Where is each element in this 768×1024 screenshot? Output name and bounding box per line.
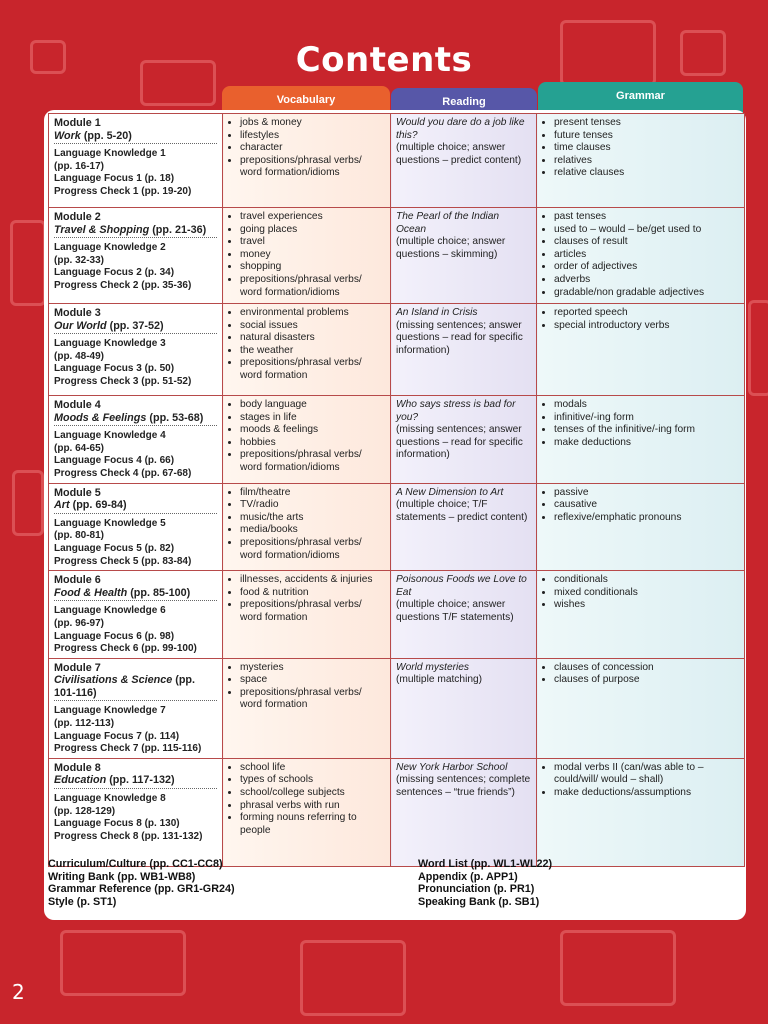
vocabulary-cell [223,758,391,866]
vocabulary-item: • social issues [240,320,385,333]
module-section: Progress Check 5 (pp. 83-84) [54,555,192,567]
reading-cell [391,304,537,396]
module-pages: (pp. 5-20) [83,129,132,142]
table-row [49,208,745,304]
grammar-item: • make deductions/assumptions [554,787,739,800]
module-title [54,674,217,701]
vocabulary-item: • prepositions/phrasal verbs/ word formation/idioms [240,155,385,180]
reading-title: Who says stress is bad for you? [396,399,516,423]
reading-cell [391,396,537,484]
module-heading: Module 7 [54,661,101,674]
reading-description: (multiple choice; answer questions – skimming) [396,236,506,260]
vocabulary-cell [223,304,391,396]
vocabulary-item: • shopping [240,261,385,274]
module-title [54,587,217,602]
grammar-item: • gradable/non gradable adjectives [554,287,739,300]
reading-cell [391,658,537,758]
module-section: (pp. 80-81) [54,530,105,542]
footer-link: Writing Bank (pp. WB1-WB8) [48,870,196,883]
module-section: (pp. 112-113) [54,718,115,730]
vocabulary-item: • prepositions/phrasal verbs/ word formation [240,599,385,624]
grammar-item: • mixed conditionals [554,587,739,600]
grammar-item: • passive [554,487,739,500]
grammar-item: • reflexive/emphatic pronouns [554,512,739,525]
module-cell [49,758,223,866]
module-section: Language Focus 2 (p. 34) [54,267,175,279]
module-heading: Module 1 [54,117,101,129]
grammar-item: • clauses of concession [554,662,739,675]
module-section: Language Focus 1 (p. 18) [54,173,175,185]
module-pages: (pp. 21-36) [152,223,207,236]
reading-cell [391,114,537,208]
module-section: Progress Check 2 (pp. 35-36) [54,279,192,291]
module-heading: Module 6 [54,574,101,587]
vocabulary-cell [223,571,391,659]
grammar-item: • order of adjectives [554,261,739,274]
reading-description: (multiple choice; answer questions – predict content) [396,142,522,166]
module-section: Language Focus 8 (p. 130) [54,818,180,830]
module-cell [49,114,223,208]
footer-left-column [48,858,235,908]
module-section: Language Knowledge 5 [54,517,166,529]
reading-description: (missing sentences; answer questions – read for specific information) [396,319,523,356]
grammar-item: • wishes [554,599,739,612]
reading-description: (multiple choice; answer questions T/F statements) [396,599,514,623]
vocabulary-item: • natural disasters [240,332,385,345]
vocabulary-item: • forming nouns referring to people [240,812,385,837]
reading-description: (missing sentences; answer questions – read for specific information) [396,424,523,461]
vocabulary-item: • school life [240,762,385,775]
vocabulary-item: • going places [240,224,385,237]
module-cell [49,396,223,484]
module-heading: Module 2 [54,211,101,223]
module-title [54,224,217,239]
vocabulary-cell [223,658,391,758]
module-title-text: Travel & Shopping [54,223,150,236]
module-pages: (pp. 37-52) [109,319,164,332]
vocabulary-cell [223,208,391,304]
vocabulary-item: • environmental problems [240,307,385,320]
module-pages: (pp. 69-84) [72,499,127,512]
grammar-item: • conditionals [554,574,739,587]
module-title-text: Civilisations & Science [54,674,173,687]
grammar-item: • present tenses [554,117,739,130]
vocabulary-item: • TV/radio [240,499,385,512]
vocabulary-item: • character [240,142,385,155]
module-section: Language Knowledge 1 [54,148,166,160]
reading-title: Would you dare do a job like this? [396,117,525,141]
grammar-item: • infinitive/-ing form [554,412,739,425]
grammar-cell [537,396,745,484]
vocabulary-cell [223,396,391,484]
tab-grammar: Grammar [538,82,743,114]
grammar-item: • tenses of the infinitive/-ing form [554,424,739,437]
module-cell [49,304,223,396]
grammar-cell [537,483,745,571]
vocabulary-item: • the weather [240,345,385,358]
reading-cell [391,208,537,304]
module-title-text: Art [54,499,70,512]
vocabulary-item: • body language [240,399,385,412]
reading-description: (multiple matching) [396,674,483,686]
grammar-cell [537,114,745,208]
module-section: (pp. 48-49) [54,350,105,362]
reading-cell [391,758,537,866]
grammar-item: • make deductions [554,437,739,450]
grammar-item: • clauses of purpose [554,674,739,687]
module-heading: Module 5 [54,486,101,499]
module-title [54,130,217,145]
module-section: Progress Check 6 (pp. 99-100) [54,643,197,655]
grammar-item: • relatives [554,155,739,168]
table-row [49,483,745,571]
table-row [49,571,745,659]
vocabulary-item: • food & nutrition [240,587,385,600]
module-title [54,499,217,514]
page-title: Contents [295,40,473,80]
reading-title: New York Harbor School [396,761,508,773]
reading-title: A New Dimension to Art [396,486,504,498]
grammar-item: • clauses of result [554,236,739,249]
grammar-item: • past tenses [554,211,739,224]
module-section: Language Focus 6 (p. 98) [54,630,175,642]
vocabulary-item: • prepositions/phrasal verbs/ word formation [240,357,385,382]
vocabulary-item: • prepositions/phrasal verbs/ word formation [240,687,385,712]
footer-link: Appendix (p. APP1) [418,870,518,883]
vocabulary-item: • music/the arts [240,512,385,525]
module-section: (pp. 96-97) [54,617,105,629]
reading-title: Poisonous Foods we Love to Eat [396,574,527,598]
module-pages: (pp. 85-100) [130,586,191,599]
page-number: 2 [12,980,25,1004]
module-section: Progress Check 7 (pp. 115-116) [54,743,202,755]
module-title-text: Our World [54,319,107,332]
grammar-cell [537,304,745,396]
vocabulary-item: • travel [240,236,385,249]
table-row [49,114,745,208]
tab-reading: Reading [391,88,537,118]
grammar-cell [537,571,745,659]
vocabulary-item: • film/theatre [240,487,385,500]
reading-title: An Island in Crisis [396,307,478,318]
module-title-text: Food & Health [54,586,128,599]
module-section: (pp. 128-129) [54,805,116,817]
reading-description: (multiple choice; T/F statements – predict content) [396,499,528,523]
module-section: (pp. 32-33) [54,254,105,266]
module-title-text: Work [54,129,81,142]
grammar-item: • causative [554,499,739,512]
module-pages: (pp. 53-68) [149,411,204,424]
grammar-item: • reported speech [554,307,739,320]
vocabulary-item: • prepositions/phrasal verbs/ word formation/idioms [240,449,385,474]
vocabulary-item: • stages in life [240,412,385,425]
module-section: Language Focus 5 (p. 82) [54,542,175,554]
vocabulary-item: • moods & feelings [240,424,385,437]
reading-cell [391,483,537,571]
module-section: Language Knowledge 6 [54,605,166,617]
footer-link: Pronunciation (p. PR1) [418,883,535,896]
grammar-cell [537,658,745,758]
grammar-item: • future tenses [554,130,739,143]
module-title [54,774,217,789]
module-heading: Module 4 [54,399,101,411]
footer-link: Style (p. ST1) [48,895,117,908]
module-heading: Module 3 [54,307,101,319]
module-heading: Module 8 [54,761,101,774]
module-title-text: Education [54,774,107,787]
module-section: (pp. 64-65) [54,442,105,454]
reading-title: World mysteries [396,661,470,673]
grammar-item: • relative clauses [554,167,739,180]
module-section: Progress Check 8 (pp. 131-132) [54,830,203,842]
module-section: (pp. 16-17) [54,160,105,172]
grammar-item: • time clauses [554,142,739,155]
vocabulary-cell [223,114,391,208]
reading-title: The Pearl of the Indian Ocean [396,211,500,235]
reading-cell [391,571,537,659]
module-section: Language Focus 3 (p. 50) [54,363,175,375]
footer-link: Grammar Reference (pp. GR1-GR24) [48,883,235,896]
grammar-item: • articles [554,249,739,262]
vocabulary-item: • lifestyles [240,130,385,143]
vocabulary-item: • hobbies [240,437,385,450]
grammar-item: • special introductory verbs [554,320,739,333]
footer-link: Curriculum/Culture (pp. CC1-CC8) [48,858,223,870]
module-title [54,412,217,427]
grammar-cell [537,758,745,866]
footer-link: Word List (pp. WL1-WL22) [418,858,553,870]
module-section: Language Focus 7 (p. 114) [54,730,180,742]
grammar-item: • modals [554,399,739,412]
module-cell [49,658,223,758]
table-row [49,304,745,396]
vocabulary-item: • phrasal verbs with run [240,800,385,813]
table-row [49,658,745,758]
module-section: Language Knowledge 4 [54,430,166,442]
reading-description: (missing sentences; complete sentences – “true friends”) [396,774,531,799]
module-section: Progress Check 3 (pp. 51-52) [54,375,192,387]
vocabulary-item: • travel experiences [240,211,385,224]
module-title [54,320,217,335]
vocabulary-item: • space [240,674,385,687]
footer-right-column [418,858,552,908]
vocabulary-item: • money [240,249,385,262]
vocabulary-item: • school/college subjects [240,787,385,800]
module-section: Language Knowledge 7 [54,705,166,717]
vocabulary-item: • mysteries [240,662,385,675]
module-section: Language Focus 4 (p. 66) [54,455,175,467]
tab-vocabulary: Vocabulary [222,86,390,116]
module-cell [49,483,223,571]
module-cell [49,571,223,659]
vocabulary-cell [223,483,391,571]
table-row [49,396,745,484]
vocabulary-item: • jobs & money [240,117,385,130]
module-pages: (pp. 117-132) [109,774,175,787]
grammar-item: • adverbs [554,274,739,287]
module-section: Language Knowledge 3 [54,338,166,350]
vocabulary-item: • types of schools [240,774,385,787]
contents-table [48,113,745,867]
module-pages: (pp. 101-116) [54,674,196,699]
module-section: Language Knowledge 8 [54,793,166,805]
vocabulary-item: • prepositions/phrasal verbs/ word formation/idioms [240,274,385,299]
table-row [49,758,745,866]
footer-link: Speaking Bank (p. SB1) [418,895,540,908]
module-section: Language Knowledge 2 [54,242,166,254]
vocabulary-item: • media/books [240,524,385,537]
grammar-cell [537,208,745,304]
grammar-item: • modal verbs II (can/was able to – could/will/ would – shall) [554,762,739,787]
grammar-item: • used to – would – be/get used to [554,224,739,237]
vocabulary-item: • prepositions/phrasal verbs/ word formation/idioms [240,537,385,562]
module-cell [49,208,223,304]
module-title-text: Moods & Feelings [54,411,147,424]
module-section: Progress Check 4 (pp. 67-68) [54,467,192,479]
module-section: Progress Check 1 (pp. 19-20) [54,185,192,197]
vocabulary-item: • illnesses, accidents & injuries [240,574,385,587]
